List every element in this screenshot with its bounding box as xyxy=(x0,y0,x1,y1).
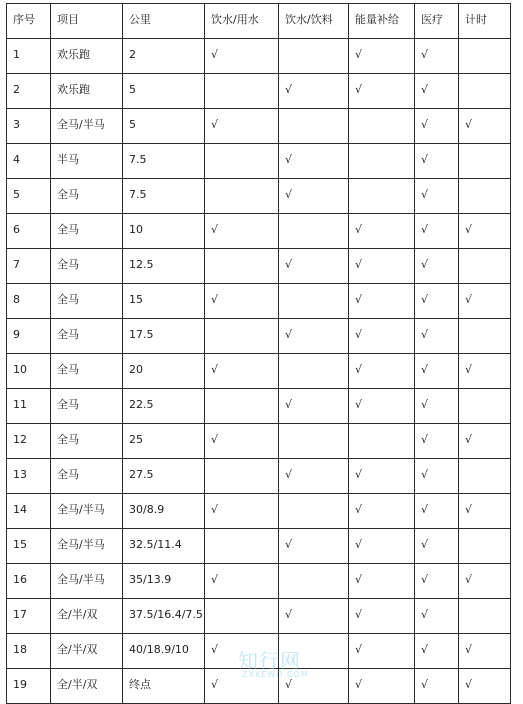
table-row xyxy=(7,249,511,284)
cell-energy xyxy=(349,424,415,459)
cell-timing: √ xyxy=(459,109,511,144)
cell-event: 全马/半马 xyxy=(51,529,123,564)
cell-energy xyxy=(349,179,415,214)
cell-km: 12.5 xyxy=(123,249,205,284)
cell-water xyxy=(205,459,279,494)
table-row xyxy=(7,179,511,214)
cell-index: 2 xyxy=(7,74,51,109)
cell-medical: √ xyxy=(415,109,459,144)
cell-drink xyxy=(279,494,349,529)
cell-water xyxy=(205,389,279,424)
cell-energy xyxy=(349,109,415,144)
cell-water: √ xyxy=(205,634,279,669)
cell-medical: √ xyxy=(415,319,459,354)
cell-drink xyxy=(279,109,349,144)
cell-event: 全马 xyxy=(51,459,123,494)
cell-medical: √ xyxy=(415,669,459,704)
cell-water: √ xyxy=(205,564,279,599)
table-row xyxy=(7,459,511,494)
cell-timing xyxy=(459,74,511,109)
cell-index: 5 xyxy=(7,179,51,214)
table-row xyxy=(7,319,511,354)
watermark-logo-text: 知行网 xyxy=(238,649,301,673)
cell-timing xyxy=(459,179,511,214)
cell-drink: √ xyxy=(279,669,349,704)
cell-water: √ xyxy=(205,214,279,249)
cell-drink xyxy=(279,634,349,669)
cell-drink xyxy=(279,424,349,459)
cell-event: 全/半/双 xyxy=(51,669,123,704)
cell-timing xyxy=(459,39,511,74)
table-row xyxy=(7,564,511,599)
cell-km: 32.5/11.4 xyxy=(123,529,205,564)
cell-drink xyxy=(279,39,349,74)
cell-medical: √ xyxy=(415,564,459,599)
cell-timing xyxy=(459,529,511,564)
cell-water: √ xyxy=(205,354,279,389)
table-row xyxy=(7,389,511,424)
cell-medical: √ xyxy=(415,39,459,74)
cell-index: 17 xyxy=(7,599,51,634)
cell-energy: √ xyxy=(349,459,415,494)
cell-medical: √ xyxy=(415,529,459,564)
cell-index: 6 xyxy=(7,214,51,249)
cell-event: 欢乐跑 xyxy=(51,74,123,109)
header-water: 饮水/用水 xyxy=(205,4,279,39)
table-row xyxy=(7,109,511,144)
cell-timing xyxy=(459,319,511,354)
cell-index: 16 xyxy=(7,564,51,599)
cell-event: 全马/半马 xyxy=(51,109,123,144)
cell-timing xyxy=(459,459,511,494)
cell-timing xyxy=(459,599,511,634)
cell-drink: √ xyxy=(279,529,349,564)
cell-index: 18 xyxy=(7,634,51,669)
cell-medical: √ xyxy=(415,144,459,179)
cell-energy: √ xyxy=(349,634,415,669)
cell-energy: √ xyxy=(349,214,415,249)
cell-energy xyxy=(349,144,415,179)
cell-km: 7.5 xyxy=(123,144,205,179)
cell-water xyxy=(205,74,279,109)
table-row xyxy=(7,144,511,179)
cell-event: 全马 xyxy=(51,284,123,319)
cell-energy: √ xyxy=(349,74,415,109)
cell-timing: √ xyxy=(459,494,511,529)
cell-medical: √ xyxy=(415,249,459,284)
cell-medical: √ xyxy=(415,354,459,389)
cell-water xyxy=(205,179,279,214)
header-km: 公里 xyxy=(123,4,205,39)
cell-timing: √ xyxy=(459,634,511,669)
cell-index: 8 xyxy=(7,284,51,319)
cell-km: 30/8.9 xyxy=(123,494,205,529)
table-row xyxy=(7,214,511,249)
table-row xyxy=(7,284,511,319)
cell-event: 全马/半马 xyxy=(51,494,123,529)
cell-energy: √ xyxy=(349,249,415,284)
cell-index: 3 xyxy=(7,109,51,144)
cell-index: 7 xyxy=(7,249,51,284)
header-medical: 医疗 xyxy=(415,4,459,39)
cell-timing: √ xyxy=(459,214,511,249)
cell-index: 15 xyxy=(7,529,51,564)
cell-water: √ xyxy=(205,424,279,459)
cell-km: 37.5/16.4/7.5 xyxy=(123,599,205,634)
cell-energy: √ xyxy=(349,39,415,74)
cell-km: 7.5 xyxy=(123,179,205,214)
cell-medical: √ xyxy=(415,389,459,424)
supply-station-table xyxy=(6,3,511,704)
cell-event: 欢乐跑 xyxy=(51,39,123,74)
cell-drink: √ xyxy=(279,144,349,179)
cell-km: 5 xyxy=(123,109,205,144)
cell-medical: √ xyxy=(415,634,459,669)
cell-timing xyxy=(459,389,511,424)
cell-water xyxy=(205,599,279,634)
cell-energy: √ xyxy=(349,389,415,424)
cell-index: 14 xyxy=(7,494,51,529)
cell-water xyxy=(205,144,279,179)
cell-event: 全/半/双 xyxy=(51,599,123,634)
table-row xyxy=(7,634,511,669)
cell-km: 5 xyxy=(123,74,205,109)
cell-timing: √ xyxy=(459,354,511,389)
cell-water: √ xyxy=(205,39,279,74)
header-row xyxy=(7,4,511,39)
cell-drink: √ xyxy=(279,389,349,424)
table-row xyxy=(7,669,511,704)
cell-energy: √ xyxy=(349,284,415,319)
cell-index: 13 xyxy=(7,459,51,494)
header-timing: 计时 xyxy=(459,4,511,39)
cell-water xyxy=(205,249,279,284)
cell-event: 全马 xyxy=(51,179,123,214)
cell-energy: √ xyxy=(349,354,415,389)
cell-drink: √ xyxy=(279,459,349,494)
cell-km: 40/18.9/10 xyxy=(123,634,205,669)
cell-event: 全马 xyxy=(51,214,123,249)
cell-event: 全马 xyxy=(51,424,123,459)
cell-drink: √ xyxy=(279,179,349,214)
cell-km: 15 xyxy=(123,284,205,319)
cell-energy: √ xyxy=(349,319,415,354)
cell-km: 2 xyxy=(123,39,205,74)
table-row xyxy=(7,74,511,109)
cell-index: 19 xyxy=(7,669,51,704)
cell-index: 12 xyxy=(7,424,51,459)
cell-medical: √ xyxy=(415,494,459,529)
cell-km: 22.5 xyxy=(123,389,205,424)
cell-energy: √ xyxy=(349,564,415,599)
table-row xyxy=(7,494,511,529)
cell-event: 全马 xyxy=(51,389,123,424)
cell-drink xyxy=(279,354,349,389)
cell-event: 全马 xyxy=(51,354,123,389)
cell-timing xyxy=(459,144,511,179)
cell-medical: √ xyxy=(415,214,459,249)
header-event: 项目 xyxy=(51,4,123,39)
header-drink: 饮水/饮料 xyxy=(279,4,349,39)
cell-timing: √ xyxy=(459,669,511,704)
watermark-url: ZXKEWD.COM xyxy=(242,670,309,679)
cell-index: 4 xyxy=(7,144,51,179)
cell-drink xyxy=(279,214,349,249)
cell-timing: √ xyxy=(459,424,511,459)
cell-event: 半马 xyxy=(51,144,123,179)
cell-drink: √ xyxy=(279,319,349,354)
cell-medical: √ xyxy=(415,599,459,634)
table-row xyxy=(7,354,511,389)
cell-water: √ xyxy=(205,669,279,704)
cell-water: √ xyxy=(205,284,279,319)
table-row xyxy=(7,424,511,459)
cell-km: 25 xyxy=(123,424,205,459)
cell-drink xyxy=(279,564,349,599)
cell-energy: √ xyxy=(349,494,415,529)
cell-km: 35/13.9 xyxy=(123,564,205,599)
table-row xyxy=(7,39,511,74)
cell-km: 终点 xyxy=(123,669,205,704)
cell-medical: √ xyxy=(415,74,459,109)
cell-water xyxy=(205,529,279,564)
cell-event: 全马 xyxy=(51,249,123,284)
cell-timing: √ xyxy=(459,284,511,319)
cell-energy: √ xyxy=(349,669,415,704)
cell-timing: √ xyxy=(459,564,511,599)
header-index: 序号 xyxy=(7,4,51,39)
cell-energy: √ xyxy=(349,599,415,634)
cell-medical: √ xyxy=(415,459,459,494)
cell-index: 11 xyxy=(7,389,51,424)
cell-timing xyxy=(459,249,511,284)
cell-km: 17.5 xyxy=(123,319,205,354)
cell-energy: √ xyxy=(349,529,415,564)
cell-index: 10 xyxy=(7,354,51,389)
cell-event: 全马/半马 xyxy=(51,564,123,599)
cell-event: 全马 xyxy=(51,319,123,354)
cell-drink xyxy=(279,284,349,319)
cell-km: 20 xyxy=(123,354,205,389)
cell-drink: √ xyxy=(279,249,349,284)
cell-water xyxy=(205,319,279,354)
cell-drink: √ xyxy=(279,599,349,634)
cell-medical: √ xyxy=(415,179,459,214)
cell-event: 全/半/双 xyxy=(51,634,123,669)
cell-medical: √ xyxy=(415,424,459,459)
table-row xyxy=(7,599,511,634)
cell-drink: √ xyxy=(279,74,349,109)
cell-index: 1 xyxy=(7,39,51,74)
cell-index: 9 xyxy=(7,319,51,354)
cell-km: 27.5 xyxy=(123,459,205,494)
cell-water: √ xyxy=(205,109,279,144)
cell-medical: √ xyxy=(415,284,459,319)
cell-km: 10 xyxy=(123,214,205,249)
cell-water: √ xyxy=(205,494,279,529)
table-row xyxy=(7,529,511,564)
header-energy: 能量补给 xyxy=(349,4,415,39)
